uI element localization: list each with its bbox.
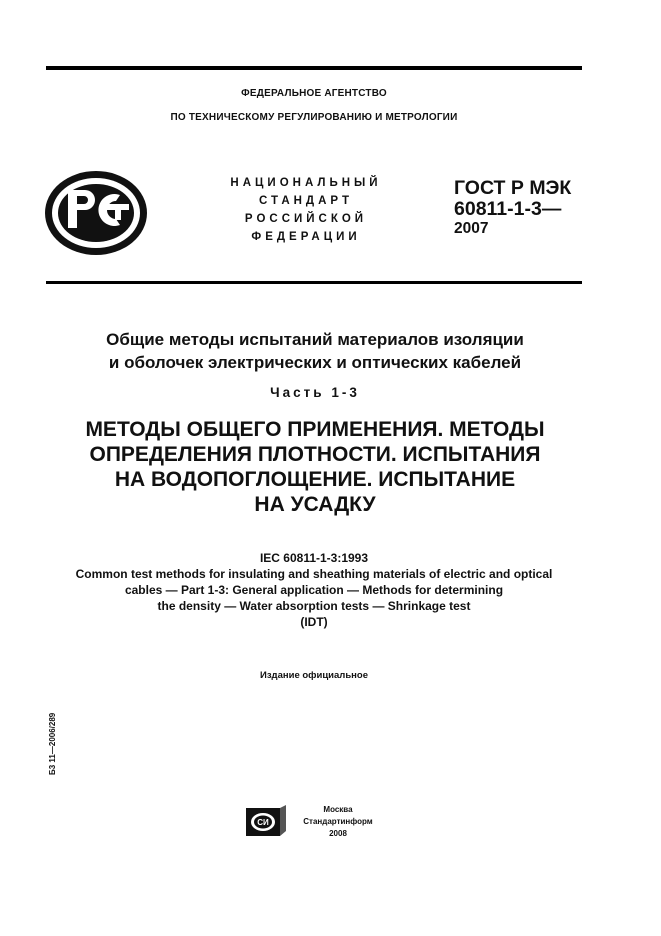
subtitle-line-2: и оболочек электрических и оптических кабелей	[108, 353, 522, 372]
title-line-4: НА УСАДКУ	[254, 493, 376, 516]
title-line-2: ОПРЕДЕЛЕНИЯ ПЛОТНОСТИ. ИСПЫТАНИЯ	[89, 443, 541, 466]
title-line-1: МЕТОДЫ ОБЩЕГО ПРИМЕНЕНИЯ. МЕТОДЫ	[85, 418, 545, 441]
iec-line-3: cables — Part 1-3: General application — Methods for determining	[124, 583, 504, 597]
publisher-block	[288, 804, 388, 840]
document-subtitle	[30, 328, 600, 374]
national-standard-line-4: ФЕДЕРАЦИИ	[251, 231, 361, 243]
iec-line-5: (IDT)	[300, 615, 328, 629]
iec-reference	[20, 550, 608, 630]
national-standard-label	[216, 174, 396, 246]
agency-line-2: ПО ТЕХНИЧЕСКОМУ РЕГУЛИРОВАНИЮ И МЕТРОЛОГИИ	[170, 112, 458, 123]
title-line-3: НА ВОДОПОГЛОЩЕНИЕ. ИСПЫТАНИЕ	[114, 468, 516, 491]
svg-text:СИ: СИ	[257, 818, 269, 827]
gost-line-3: 2007	[454, 220, 489, 237]
iec-line-2: Common test methods for insulating and sheathing materials of electric and optical	[75, 567, 553, 581]
national-standard-line-2: СТАНДАРТ	[259, 195, 353, 207]
part-number: Часть 1-3	[270, 385, 360, 400]
document-title	[30, 417, 600, 517]
subtitle-line-1: Общие методы испытаний материалов изоляции	[106, 330, 524, 349]
rst-certification-mark-icon	[44, 170, 148, 261]
side-code: Б3 11—2006/289	[48, 712, 57, 775]
gost-line-2: 60811-1-3—	[454, 198, 562, 220]
publisher-city: Москва	[323, 805, 353, 814]
agency-line-1: ФЕДЕРАЛЬНОЕ АГЕНТСТВО	[241, 88, 387, 99]
national-standard-line-1: НАЦИОНАЛЬНЫЙ	[230, 177, 382, 189]
publisher-name: Стандартинформ	[303, 817, 373, 826]
edition-label: Издание официальное	[260, 670, 368, 681]
middle-rule	[46, 281, 582, 284]
top-rule	[46, 66, 582, 70]
iec-line-1: IEC 60811-1-3:1993	[259, 551, 369, 565]
national-standard-line-3: РОССИЙСКОЙ	[244, 213, 368, 225]
iec-line-4: the density — Water absorption tests — Shrinkage test	[157, 599, 471, 613]
publisher-year: 2008	[329, 829, 347, 838]
gost-line-1: ГОСТ Р МЭК	[454, 177, 572, 199]
gost-designation	[454, 178, 571, 238]
standartinform-logo-icon	[246, 805, 286, 842]
